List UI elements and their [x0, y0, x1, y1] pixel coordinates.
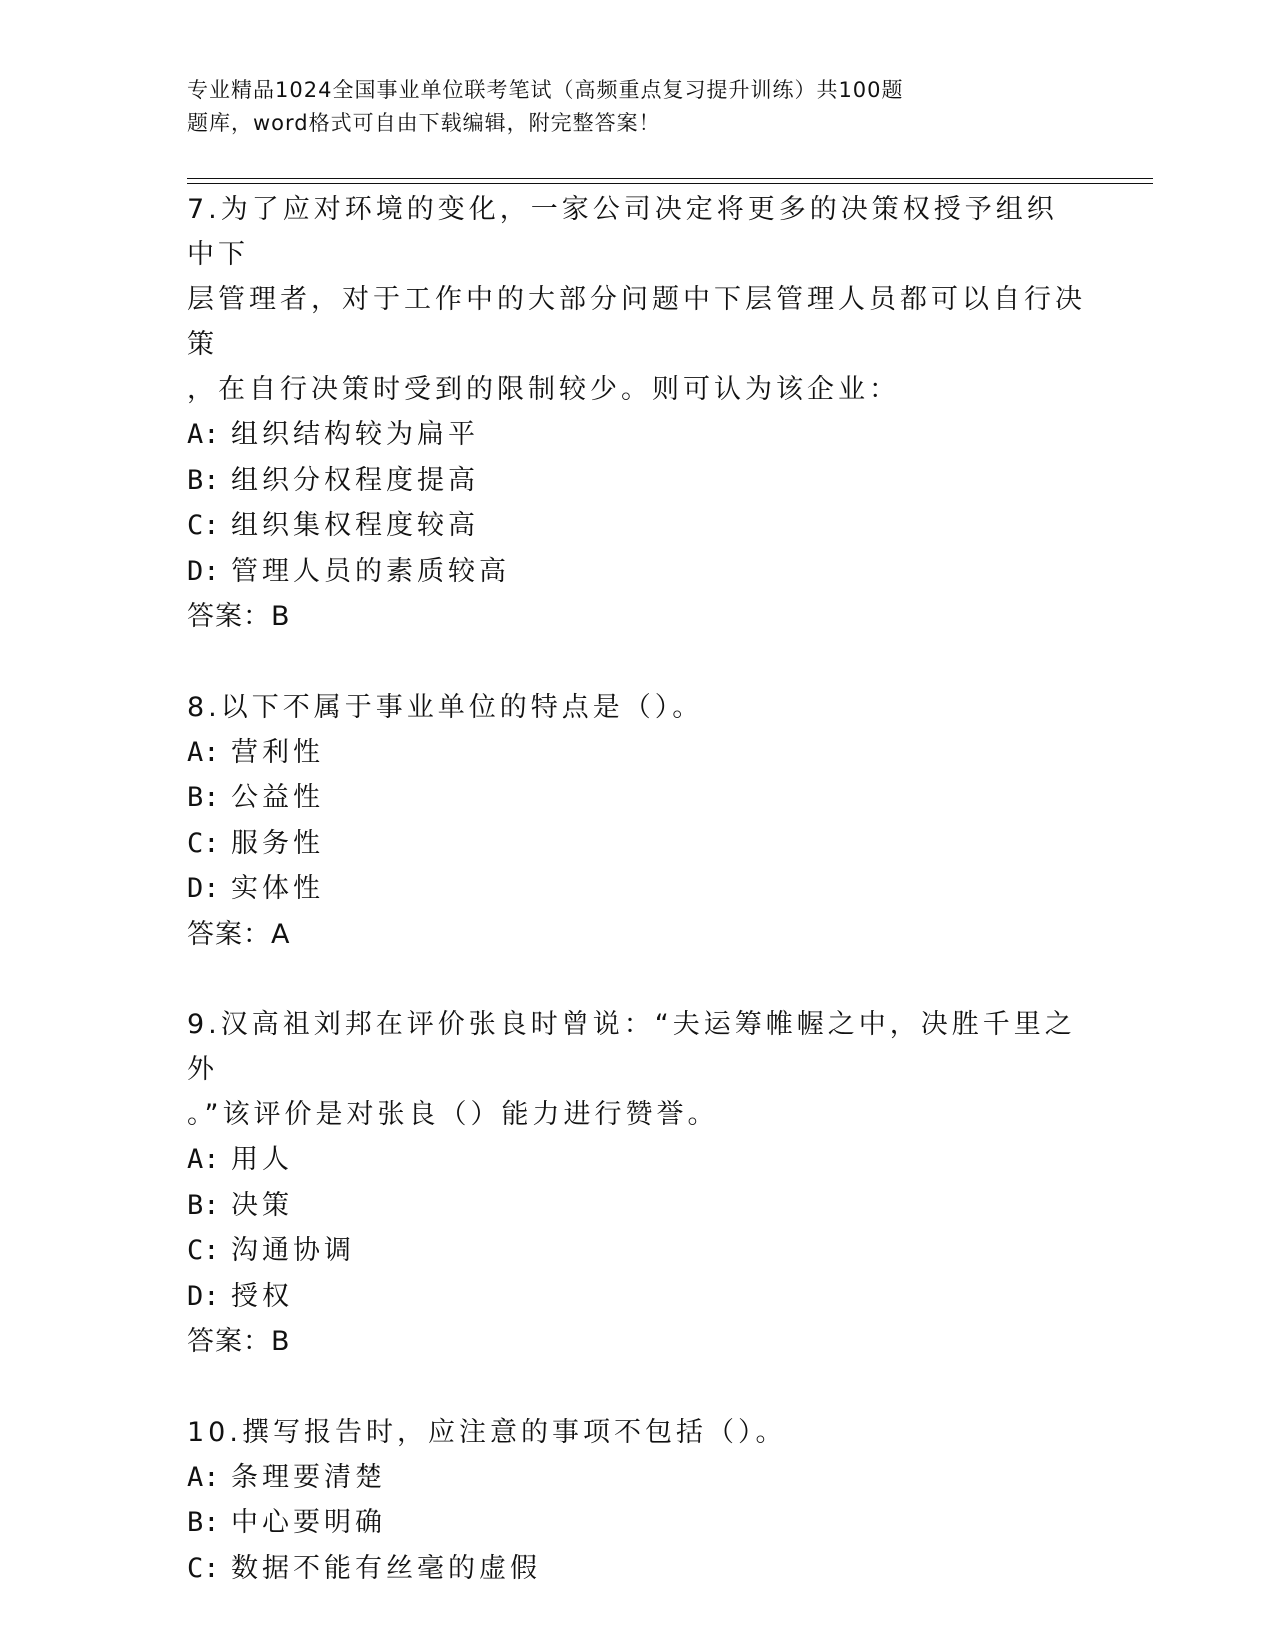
question-8-option-b: B: 公益性	[187, 782, 324, 813]
question-10-option-a: A: 条理要清楚	[187, 1461, 386, 1493]
question-8-answer: 答案：A	[187, 918, 291, 950]
question-8-text-line-1: 8.以下不属于事业单位的特点是（）。	[187, 691, 704, 723]
question-9-option-d: D: 授权	[187, 1280, 293, 1312]
question-8	[187, 685, 1087, 958]
question-9-option-a: A: 用人	[187, 1144, 293, 1175]
question-7-text-line-1: 7.为了应对环境的变化，一家公司决定将更多的决策权授予组织中下	[187, 194, 1058, 270]
question-10-option-c: C: 数据不能有丝毫的虚假	[187, 1552, 541, 1584]
question-9-option-b: B: 决策	[187, 1189, 293, 1221]
question-7-option-d: D: 管理人员的素质较高	[187, 555, 510, 587]
question-7-option-b: B: 组织分权程度提高	[187, 464, 479, 496]
question-8-option-c: C: 服务性	[187, 827, 324, 859]
question-7	[187, 187, 1087, 640]
question-10	[187, 1410, 1087, 1592]
question-7-option-a: A: 组织结构较为扁平	[187, 419, 479, 450]
question-8-option-a: A: 营利性	[187, 736, 324, 768]
question-7-answer: 答案：B	[187, 601, 291, 632]
question-7-text-line-3: ，在自行决策时受到的限制较少。则可认为该企业：	[187, 374, 900, 405]
question-10-text-line-1: 10.撰写报告时，应注意的事项不包括（）。	[187, 1416, 787, 1448]
question-9-text-line-1: 9.汉高祖刘邦在评价张良时曾说：“夫运筹帷幄之中，决胜千里之外	[187, 1009, 1076, 1085]
question-7-text-line-2: 层管理者，对于工作中的大部分问题中下层管理人员都可以自行决策	[187, 284, 1086, 360]
question-9	[187, 1002, 1087, 1365]
document-header	[187, 74, 1067, 140]
question-10-option-b: B: 中心要明确	[187, 1507, 386, 1538]
question-8-option-d: D: 实体性	[187, 873, 324, 904]
question-spacer	[187, 640, 1087, 685]
question-list	[187, 187, 1087, 1591]
question-spacer	[187, 957, 1087, 1002]
header-divider-bottom	[187, 183, 1153, 184]
question-7-option-c: C: 组织集权程度较高	[187, 510, 479, 541]
header-line-2: 题库，word格式可自由下载编辑，附完整答案！	[187, 111, 661, 135]
question-9-option-c: C: 沟通协调	[187, 1235, 355, 1266]
header-line-1: 专业精品1024全国事业单位联考笔试（高频重点复习提升训练）共100题	[187, 78, 904, 102]
header-divider-top	[187, 178, 1153, 179]
question-9-answer: 答案：B	[187, 1326, 291, 1357]
question-spacer	[187, 1365, 1087, 1410]
question-9-text-line-2: 。”该评价是对张良（）能力进行赞誉。	[187, 1099, 719, 1130]
